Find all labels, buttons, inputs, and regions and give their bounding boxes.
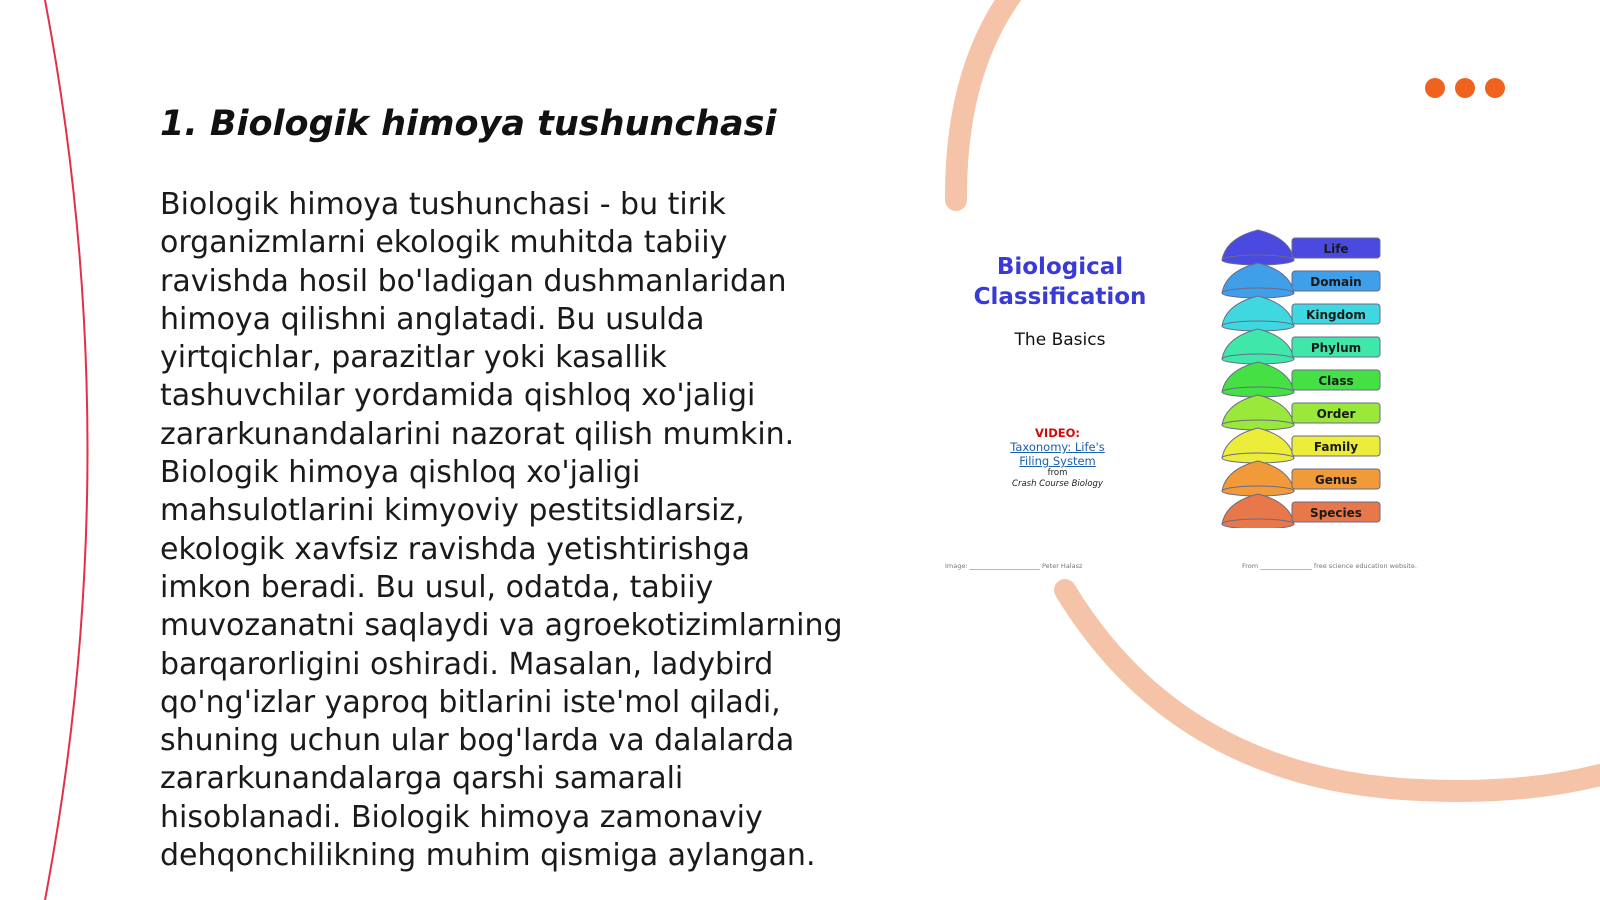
- figure-title: [950, 252, 1170, 312]
- taxonomy-level-class: [1222, 362, 1380, 397]
- source-credit-prefix: From: [1242, 562, 1259, 570]
- figure-subtitle: The Basics: [1014, 330, 1106, 350]
- figure-title-line2: Classification: [973, 284, 1147, 310]
- image-credit-link[interactable]: [970, 562, 1040, 570]
- dot-icon: [1455, 78, 1475, 98]
- image-credit-prefix: Image:: [945, 562, 968, 570]
- level-label: Class: [1318, 374, 1354, 388]
- dots-decoration: [1425, 78, 1505, 98]
- source-credit: [1242, 562, 1417, 570]
- image-credit: [945, 562, 1082, 570]
- taxonomy-level-family: [1222, 428, 1380, 463]
- dot-icon: [1485, 78, 1505, 98]
- level-dome-rim: [1222, 519, 1294, 528]
- video-reference: [950, 426, 1165, 490]
- video-label: VIDEO:: [1035, 426, 1080, 440]
- level-label: Domain: [1310, 275, 1362, 289]
- taxonomy-level-order: [1222, 395, 1380, 430]
- classification-figure: [945, 222, 1450, 582]
- level-label: Order: [1316, 407, 1356, 421]
- video-link-line1: Taxonomy: Life's: [1010, 440, 1105, 454]
- level-label: Phylum: [1310, 341, 1362, 355]
- taxonomy-level-species: [1222, 494, 1380, 528]
- orange-arc-decoration: [956, 0, 1015, 200]
- level-label: Species: [1310, 506, 1362, 520]
- level-label: Family: [1313, 440, 1359, 454]
- taxonomy-level-genus: [1222, 461, 1380, 496]
- taxonomy-levels-diagram: [1220, 228, 1390, 528]
- taxonomy-level-kingdom: [1222, 296, 1380, 331]
- slide-body-text: Biologik himoya tushunchasi - bu tirik organizmlarni ekologik muhitda tabiiy ravishda hosil bo'ladigan dushmanlaridan himoya qilishni anglatadi. Bu usulda yirtqichlar, parazitlar yoki kasallik tashuvchilar yordamida qishloq xo'jaligi zararkunandalarini nazorat qilish mumkin. Biologik himoya qishloq xo'jaligi mahsulotlarini kimyoviy pestitsidlarsiz, ekologik xavfsiz ravishda yetishtirishga imkon beradi. Bu usul, odatda, tabiiy muvozanatni saqlaydi va agroekotizimlarning barqarorligini oshiradi. Masalan, ladybird qo'ng'izlar yaproq bitlarini iste'mol qiladi, shuning uchun ular bog'larda va dalalarda zararkunandalarga qarshi samarali hisoblanadi. Biologik himoya zamonaviy dehqonchilikning muhim qismiga aylangan.: [160, 187, 843, 874]
- level-label: Kingdom: [1306, 308, 1366, 322]
- video-from: from: [1047, 468, 1068, 478]
- video-source: Crash Course Biology: [1012, 479, 1103, 489]
- image-credit-author: Peter Halasz: [1041, 562, 1083, 570]
- source-credit-link[interactable]: [1260, 562, 1312, 570]
- level-label: Life: [1323, 242, 1349, 256]
- orange-arc-decoration-bottom: [1065, 590, 1600, 791]
- figure-title-line1: Biological: [996, 254, 1124, 280]
- dot-icon: [1425, 78, 1445, 98]
- level-label: Genus: [1314, 473, 1358, 487]
- video-link[interactable]: [950, 440, 1165, 468]
- source-credit-suffix: free science education website.: [1313, 562, 1417, 570]
- taxonomy-level-life: [1222, 230, 1380, 265]
- left-red-curve: [45, 0, 88, 900]
- slide-title: 1. Biologik himoya tushunchasi: [160, 104, 777, 144]
- taxonomy-level-phylum: [1222, 329, 1380, 364]
- video-link-line2: Filing System: [1019, 454, 1096, 468]
- taxonomy-level-domain: [1222, 263, 1380, 298]
